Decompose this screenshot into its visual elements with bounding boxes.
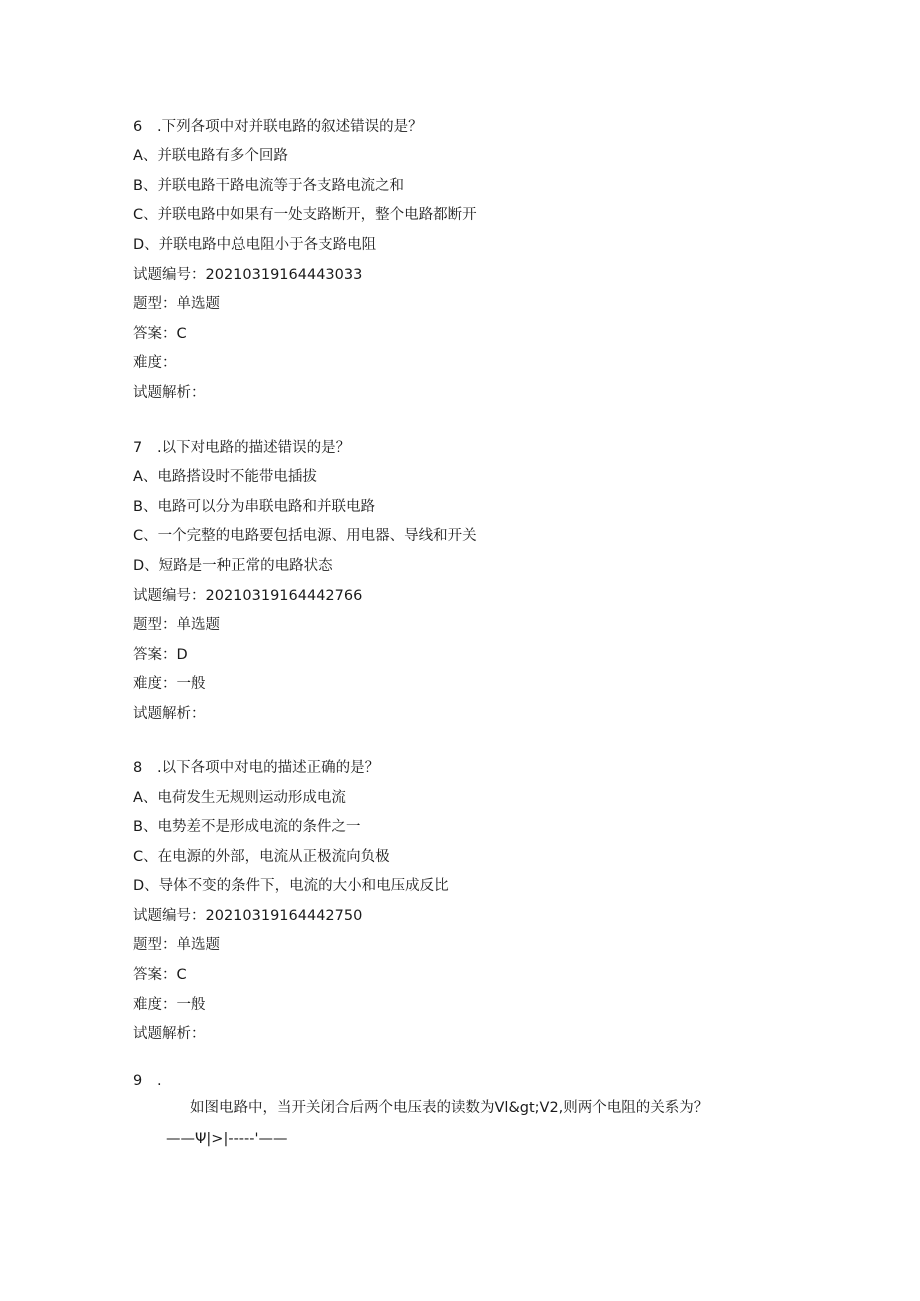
question-id: 试题编号：20210319164443033 [133, 267, 363, 283]
question-type: 题型：单选题 [133, 937, 220, 953]
question-7-header [133, 438, 350, 458]
question-difficulty: 难度： [133, 355, 177, 371]
question-number: 7 [133, 440, 143, 456]
option-d: D、短路是一种正常的电路状态 [133, 558, 333, 574]
circuit-figure-text: ——Ψ|>|-----'—— [166, 1131, 288, 1147]
question-difficulty: 难度：一般 [133, 997, 206, 1013]
option-b: B、电路可以分为串联电路和并联电路 [133, 499, 375, 515]
option-a: A、电荷发生无规则运动形成电流 [133, 790, 346, 806]
question-analysis: 试题解析： [133, 385, 206, 401]
question-dot: . [157, 1073, 162, 1089]
question-id: 试题编号：20210319164442766 [133, 588, 363, 604]
question-stem: .下列各项中对并联电路的叙述错误的是？ [157, 119, 423, 135]
question-answer: 答案：D [133, 647, 188, 663]
question-answer: 答案：C [133, 326, 187, 342]
option-c: C、在电源的外部，电流从正极流向负极 [133, 849, 390, 865]
question-6-header [133, 117, 423, 137]
question-number: 9 [133, 1073, 143, 1089]
question-number: 6 [133, 119, 143, 135]
question-type: 题型：单选题 [133, 617, 220, 633]
option-d: D、并联电路中总电阻小于各支路电阻 [133, 237, 377, 253]
option-b: B、并联电路干路电流等于各支路电流之和 [133, 178, 404, 194]
question-9-header [133, 1071, 162, 1091]
question-answer: 答案：C [133, 967, 187, 983]
option-c: C、一个完整的电路要包括电源、用电器、导线和开关 [133, 528, 477, 544]
question-stem: 如图电路中，当开关闭合后两个电压表的读数为Vl&gt;V2,则两个电阻的关系为？ [190, 1100, 709, 1116]
question-stem: .以下对电路的描述错误的是？ [157, 440, 351, 456]
option-a: A、电路搭设时不能带电插拔 [133, 469, 317, 485]
option-d: D、导体不变的条件下，电流的大小和电压成反比 [133, 878, 449, 894]
question-id: 试题编号：20210319164442750 [133, 908, 363, 924]
question-type: 题型：单选题 [133, 296, 220, 312]
question-analysis: 试题解析： [133, 706, 206, 722]
option-c: C、并联电路中如果有一处支路断开，整个电路都断开 [133, 207, 477, 223]
question-analysis: 试题解析： [133, 1026, 206, 1042]
question-stem: .以下各项中对电的描述正确的是？ [157, 760, 380, 776]
option-b: B、电势差不是形成电流的条件之一 [133, 819, 361, 835]
question-difficulty: 难度：一般 [133, 676, 206, 692]
question-8-header [133, 758, 379, 778]
option-a: A、并联电路有多个回路 [133, 148, 288, 164]
question-number: 8 [133, 760, 143, 776]
